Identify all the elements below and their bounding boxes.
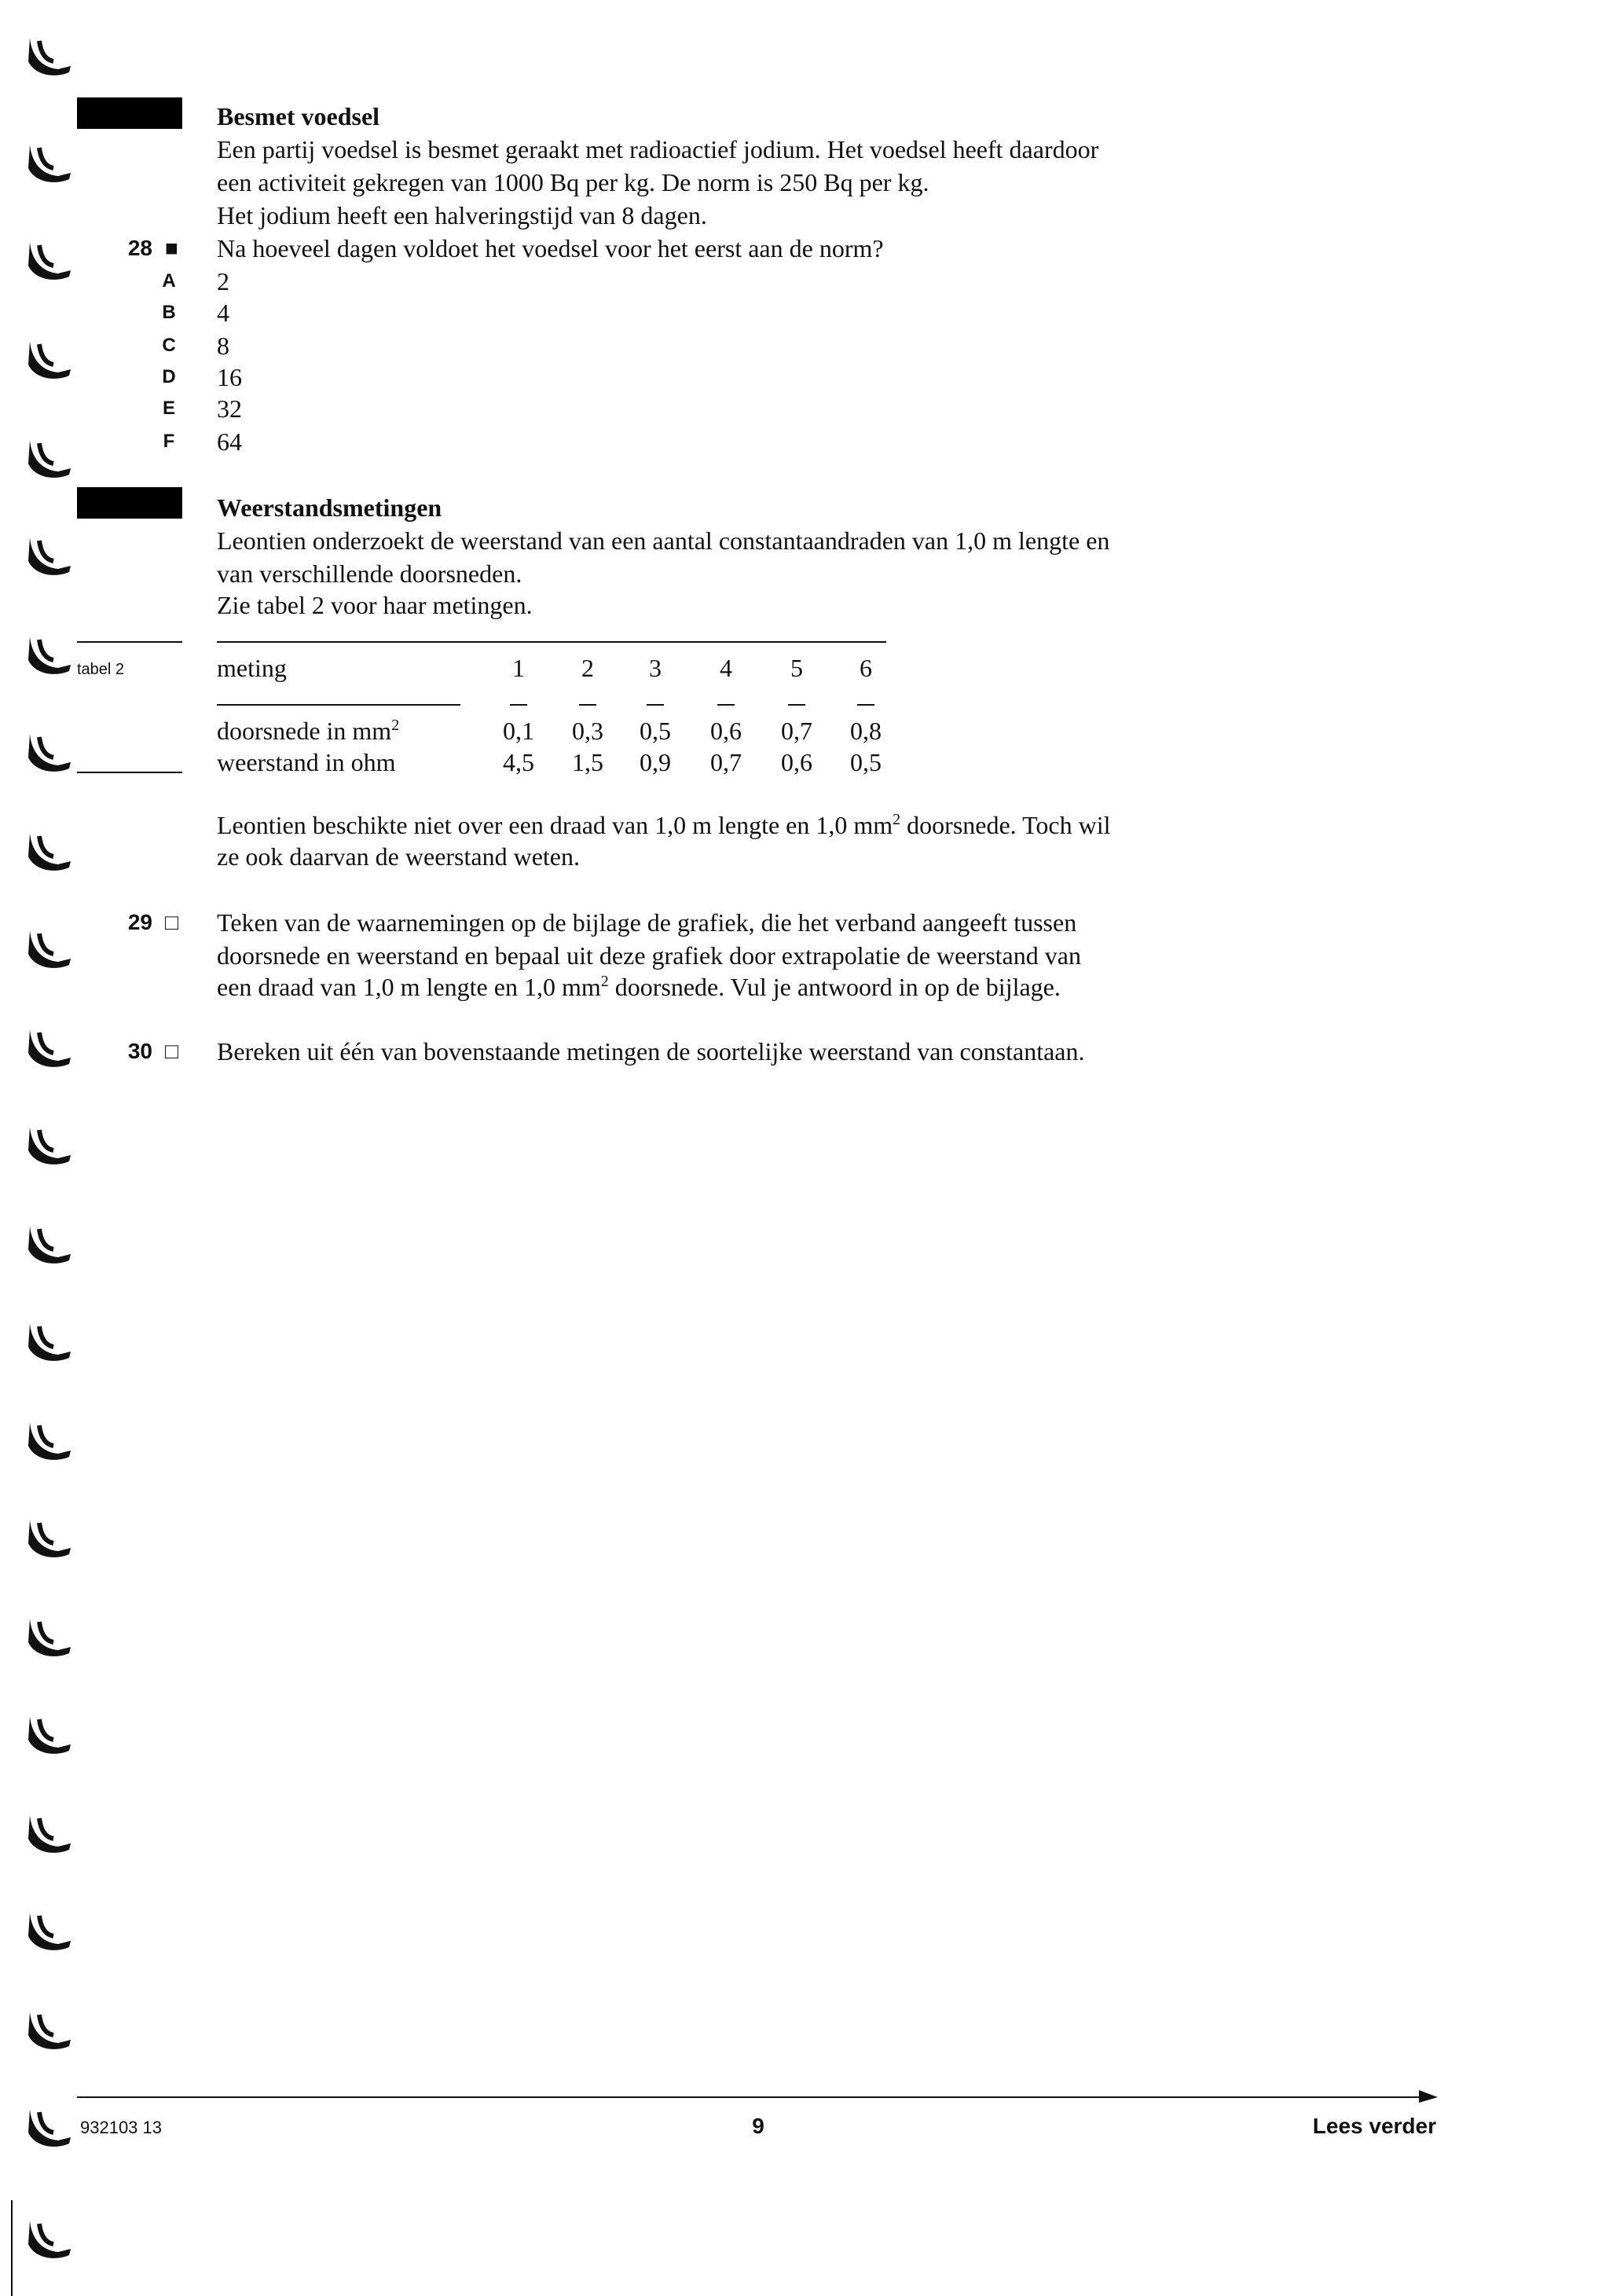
table-cell: 0,7 bbox=[710, 748, 742, 776]
table-header-rule bbox=[217, 704, 460, 706]
binder-ring-icon bbox=[24, 1419, 77, 1463]
binder-ring-icon bbox=[24, 731, 77, 775]
table-column-rule bbox=[510, 704, 527, 706]
body-text: Een partij voedsel is besmet geraakt met radioactief jodium. Het voedsel heeft daardoor bbox=[217, 135, 1099, 163]
body-text: een activiteit gekregen van 1000 Bq per kg. De norm is 250 Bq per kg. bbox=[217, 168, 929, 196]
binder-ring-icon bbox=[24, 141, 77, 185]
binder-ring-icon bbox=[24, 534, 77, 578]
continue-label: Lees verder bbox=[1312, 2114, 1436, 2138]
body-text: Zie tabel 2 voor haar metingen. bbox=[217, 591, 533, 619]
table-cell: 0,6 bbox=[781, 748, 812, 776]
table-column-header: 3 bbox=[649, 654, 662, 682]
arrow-right-icon bbox=[1419, 2090, 1438, 2104]
binder-ring-icon bbox=[24, 1713, 77, 1757]
table-column-header: 6 bbox=[860, 654, 872, 682]
question-text: een draad van 1,0 m lengte en 1,0 $mm^2$ doorsnede. Vul je antwoord in op de bijlage. bbox=[217, 973, 1061, 1001]
option-letter: D bbox=[162, 366, 176, 387]
table-cell: 0,3 bbox=[572, 717, 603, 745]
binder-ring-icon bbox=[24, 2217, 77, 2261]
question-number: 28 bbox=[127, 236, 152, 260]
table-top-rule bbox=[217, 641, 886, 643]
question-text: Na hoeveel dagen voldoet het voedsel voor het eerst aan de norm? bbox=[217, 234, 884, 262]
question-marker: □ bbox=[165, 910, 178, 934]
table-column-header: 2 bbox=[581, 654, 594, 682]
option-value: 4 bbox=[217, 299, 229, 327]
table-cell: 0,1 bbox=[503, 717, 534, 745]
footer-code: 932103 13 bbox=[80, 2118, 162, 2137]
table-column-rule bbox=[647, 704, 664, 706]
binder-ring-icon bbox=[24, 1812, 77, 1856]
table-cell: 0,7 bbox=[781, 717, 812, 745]
table-cell: 1,5 bbox=[572, 748, 603, 776]
table-row-label: weerstand in ohm bbox=[217, 748, 396, 776]
table-column-rule bbox=[717, 704, 735, 706]
question-number: 29 bbox=[127, 910, 152, 934]
binder-ring-icon bbox=[24, 927, 77, 971]
option-letter: C bbox=[162, 335, 176, 356]
binder-ring-icon bbox=[24, 1616, 77, 1660]
table-side-rule bbox=[77, 641, 182, 643]
option-value: 2 bbox=[217, 267, 229, 295]
question-marker: □ bbox=[165, 1039, 178, 1063]
table-cell: 0,6 bbox=[710, 717, 742, 745]
table-cell: 0,8 bbox=[850, 717, 882, 745]
table-column-rule bbox=[788, 704, 805, 706]
binder-ring-icon bbox=[24, 633, 77, 677]
binder-ring-icon bbox=[24, 338, 77, 382]
table-cell: 0,9 bbox=[640, 748, 671, 776]
option-value: 16 bbox=[217, 363, 242, 391]
binder-ring-icon bbox=[24, 437, 77, 481]
section-bar bbox=[77, 487, 182, 519]
table-column-header: 1 bbox=[512, 654, 525, 682]
question-number: 30 bbox=[127, 1039, 152, 1063]
table-column-rule bbox=[857, 704, 874, 706]
section-title: Weerstandsmetingen bbox=[217, 493, 442, 522]
table-column-rule bbox=[579, 704, 596, 706]
page-number: 9 bbox=[752, 2114, 764, 2138]
footer-rule bbox=[77, 2096, 1422, 2098]
section-title: Besmet voedsel bbox=[217, 102, 380, 130]
binder-ring-icon bbox=[24, 1909, 77, 1953]
option-value: 32 bbox=[217, 394, 242, 423]
question-text: doorsnede en weerstand en bepaal uit deze grafiek door extrapolatie de weerstand van bbox=[217, 941, 1081, 970]
table-column-header: 4 bbox=[720, 654, 732, 682]
section-bar bbox=[77, 97, 182, 129]
binder-ring-icon bbox=[24, 239, 77, 283]
body-text: ze ook daarvan de weerstand weten. bbox=[217, 842, 580, 871]
option-letter: A bbox=[162, 270, 176, 292]
question-text: Bereken uit één van bovenstaande metingen de soortelijke weerstand van constantaan. bbox=[217, 1037, 1085, 1065]
binder-ring-icon bbox=[24, 1223, 77, 1267]
option-letter: B bbox=[162, 302, 176, 323]
table-label: tabel 2 bbox=[77, 661, 125, 678]
option-letter: F bbox=[163, 431, 175, 452]
question-marker: ■ bbox=[165, 236, 178, 260]
question-text: Teken van de waarnemingen op de bijlage de grafiek, die het verband aangeeft tussen bbox=[217, 908, 1077, 937]
table-header-label: meting bbox=[217, 654, 287, 682]
table-cell: 4,5 bbox=[503, 748, 534, 776]
table-row-label: doorsnede in $mm^2$ bbox=[217, 717, 400, 745]
table-cell: 0,5 bbox=[640, 717, 671, 745]
binder-ring-icon bbox=[24, 1026, 77, 1070]
option-value: 64 bbox=[217, 427, 242, 456]
option-letter: E bbox=[162, 398, 175, 419]
binder-ring-icon bbox=[24, 1517, 77, 1561]
binder-ring-icon bbox=[24, 1124, 77, 1168]
table-cell: 0,5 bbox=[850, 748, 882, 776]
table-side-rule bbox=[77, 772, 182, 773]
table-column-header: 5 bbox=[790, 654, 803, 682]
binder-ring-icon bbox=[24, 1320, 77, 1364]
body-text: Leontien onderzoekt de weerstand van een aantal constantaandraden van 1,0 m lengte en bbox=[217, 526, 1110, 555]
margin-line bbox=[11, 2200, 13, 2296]
binder-ring-icon bbox=[24, 2008, 77, 2052]
body-text: Leontien beschikte niet over een draad van 1,0 m lengte en 1,0 $mm^2$ doorsnede. Toch wil bbox=[217, 811, 1111, 839]
body-text: Het jodium heeft een halveringstijd van 8 dagen. bbox=[217, 201, 707, 229]
binder-ring-icon bbox=[24, 2106, 77, 2150]
binder-ring-icon bbox=[24, 830, 77, 874]
option-value: 8 bbox=[217, 332, 229, 360]
binder-ring-icon bbox=[24, 35, 77, 79]
body-text: van verschillende doorsneden. bbox=[217, 559, 522, 588]
